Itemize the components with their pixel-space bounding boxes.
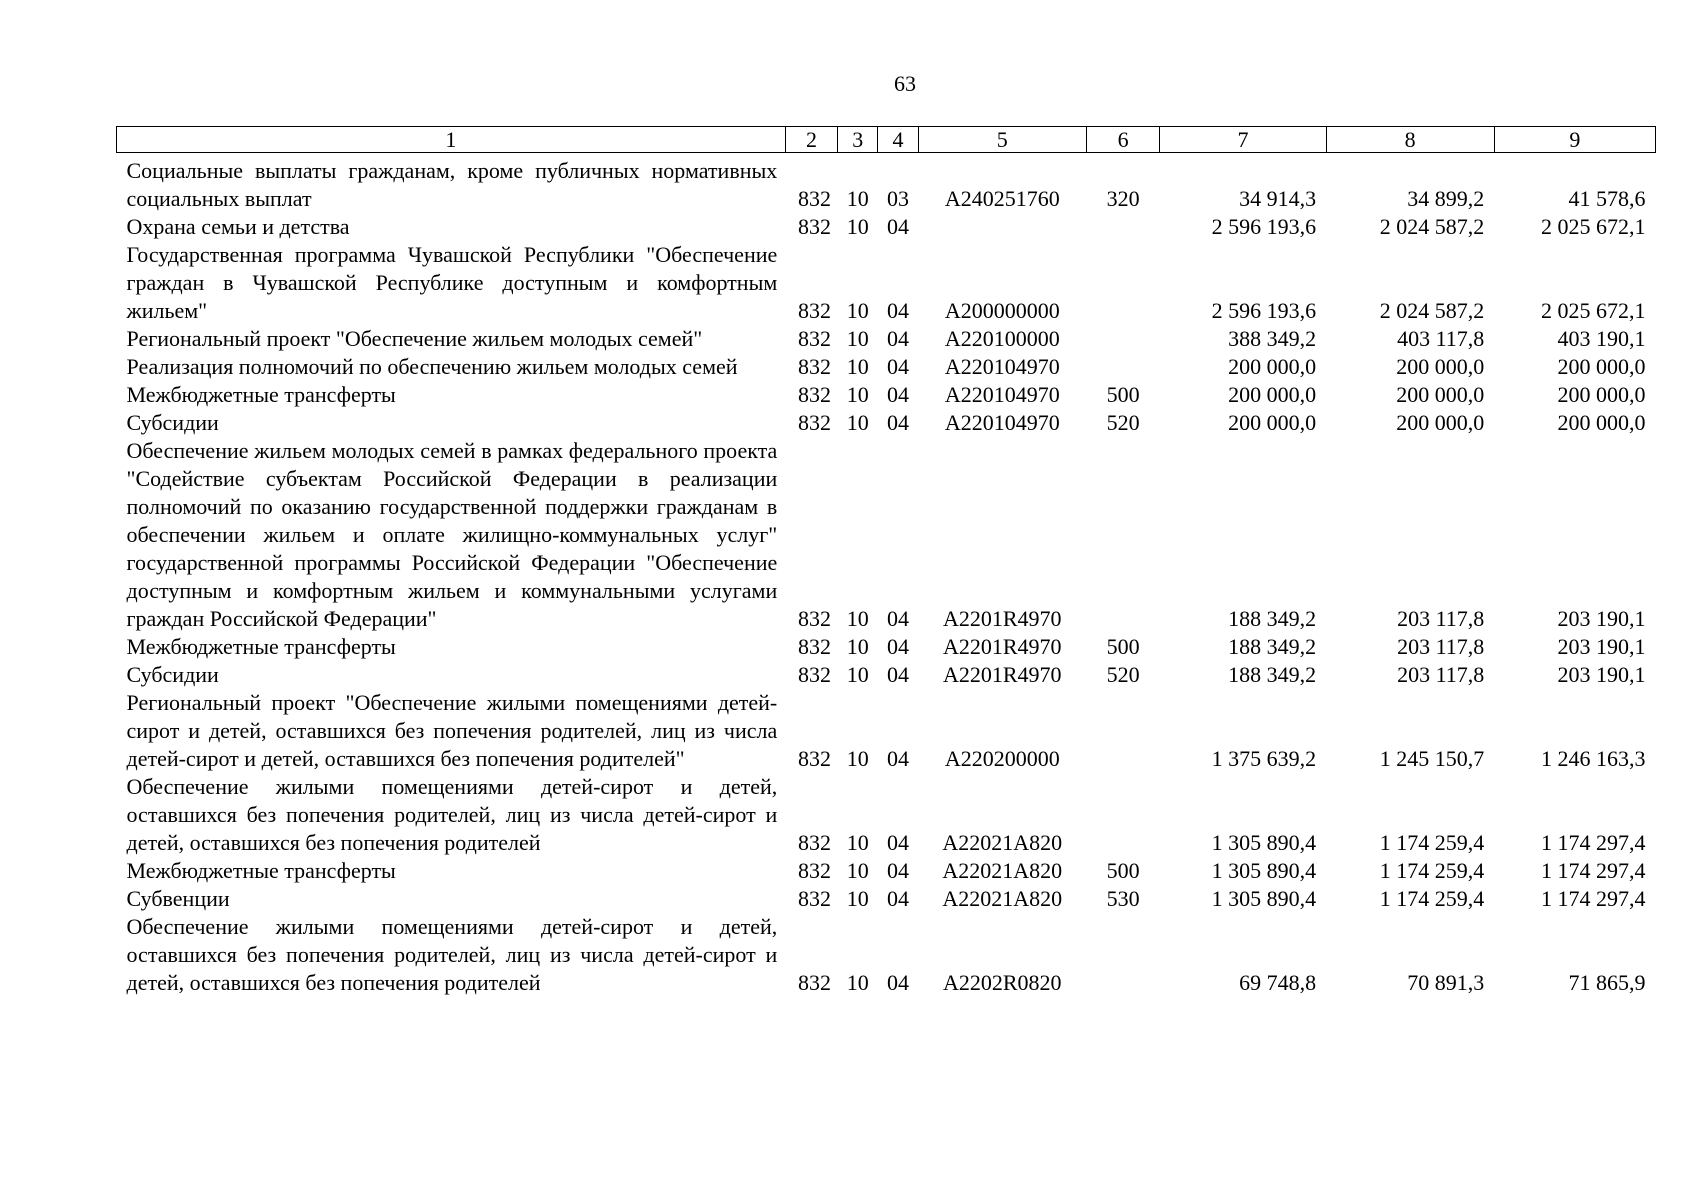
subsection-code: 04: [887, 605, 910, 631]
target-article-code: А2201R4970: [943, 633, 1062, 659]
ministry-code: 832: [797, 829, 831, 855]
ministry-code: 832: [797, 969, 831, 995]
ministry-code: 832: [797, 605, 831, 631]
target-article-code: А240251760: [944, 185, 1060, 211]
row-description: Субсидии: [126, 661, 219, 687]
target-article-code: А220104970: [944, 353, 1060, 379]
subsection-code: 04: [887, 353, 910, 379]
expense-type-code: [1086, 689, 1160, 773]
table-body: [117, 153, 1656, 997]
expense-type-code: [1086, 325, 1160, 353]
row-description: Социальные выплаты гражданам, кроме публичных нормативных социальных выплат: [126, 157, 778, 211]
header-row: [117, 127, 1656, 153]
expense-type-code: [1086, 213, 1160, 241]
column-header-7: 7: [1160, 127, 1326, 153]
table-row: [117, 409, 1656, 437]
amount-col-8: 1 174 259,4: [1379, 857, 1485, 883]
expense-type-code: 520: [1106, 661, 1140, 687]
amount-col-9: 403 190,1: [1557, 325, 1646, 351]
section-code: 10: [846, 409, 869, 435]
subsection-code: 04: [887, 381, 910, 407]
row-description: Обеспечение жильем молодых семей в рамках федерального проекта "Содействие субъектам Российской Федерации в реализации полномочий по оказанию государственной поддержки гражданам в обеспечении жильем и оплате жилищно-коммунальных услуг" государственной программы Российской Федерации "Обеспечение доступным и комфортным жильем и коммунальными услугами граждан Российской Федерации": [126, 437, 778, 631]
row-description: Государственная программа Чувашской Республики "Обеспечение граждан в Чувашской Республике доступным и комфортным жильем": [126, 241, 778, 323]
amount-col-9: 203 190,1: [1557, 605, 1646, 631]
column-header-1: 1: [117, 127, 786, 153]
ministry-code: 832: [797, 885, 831, 911]
expense-type-code: [1086, 773, 1160, 857]
expense-type-code: 500: [1106, 381, 1140, 407]
column-header-8: 8: [1326, 127, 1494, 153]
section-code: 10: [846, 353, 869, 379]
row-description: Охрана семьи и детства: [126, 213, 350, 239]
amount-col-9: 200 000,0: [1557, 381, 1646, 407]
section-code: 10: [846, 745, 869, 771]
amount-col-9: 1 246 163,3: [1541, 745, 1646, 771]
expense-type-code: [1086, 913, 1160, 997]
expense-type-code: 530: [1106, 885, 1140, 911]
expense-type-code: 500: [1106, 633, 1140, 659]
target-article-code: А22021А820: [942, 829, 1063, 855]
table-row: [117, 437, 1656, 633]
table-row: [117, 633, 1656, 661]
section-code: 10: [846, 381, 869, 407]
expense-type-code: 520: [1106, 409, 1140, 435]
amount-col-8: 2 024 587,2: [1379, 213, 1485, 239]
table-row: [117, 381, 1656, 409]
row-description: Региональный проект "Обеспечение жильем молодых семей": [126, 325, 703, 351]
table-row: [117, 885, 1656, 913]
expense-type-code: 500: [1106, 857, 1140, 883]
table-row: [117, 241, 1656, 325]
ministry-code: 832: [797, 325, 831, 351]
amount-col-7: 188 349,2: [1228, 633, 1317, 659]
amount-col-9: 41 578,6: [1568, 185, 1646, 211]
row-description: Региональный проект "Обеспечение жилыми помещениями детей-сирот и детей, оставшихся без попечения родителей, лиц из числа детей-сирот и детей, оставшихся без попечения родителей": [126, 689, 778, 771]
subsection-code: 04: [887, 661, 910, 687]
amount-col-7: 1 375 639,2: [1211, 745, 1317, 771]
amount-col-7: 1 305 890,4: [1211, 857, 1317, 883]
amount-col-7: 188 349,2: [1228, 605, 1317, 631]
amount-col-9: 203 190,1: [1557, 633, 1646, 659]
amount-col-9: 1 174 297,4: [1541, 857, 1646, 883]
column-header-5: 5: [918, 127, 1086, 153]
row-description: Межбюджетные трансферты: [126, 857, 396, 883]
amount-col-7: 1 305 890,4: [1211, 885, 1317, 911]
amount-col-8: 200 000,0: [1396, 353, 1485, 379]
amount-col-7: 200 000,0: [1228, 353, 1317, 379]
ministry-code: 832: [797, 381, 831, 407]
table-row: [117, 353, 1656, 381]
subsection-code: 04: [887, 969, 910, 995]
section-code: 10: [846, 969, 869, 995]
page-number: 63: [894, 71, 916, 96]
expense-type-code: [1086, 437, 1160, 633]
ministry-code: 832: [797, 409, 831, 435]
amount-col-7: 1 305 890,4: [1211, 829, 1317, 855]
subsection-code: 04: [887, 885, 910, 911]
subsection-code: 04: [887, 857, 910, 883]
ministry-code: 832: [797, 857, 831, 883]
row-description: Субвенции: [126, 885, 230, 911]
amount-col-8: 403 117,8: [1397, 325, 1485, 351]
target-article-code: А220200000: [944, 745, 1060, 771]
section-code: 10: [846, 829, 869, 855]
table-row: [117, 661, 1656, 689]
subsection-code: 03: [887, 185, 910, 211]
subsection-code: 04: [887, 633, 910, 659]
amount-col-9: 200 000,0: [1557, 409, 1646, 435]
section-code: 10: [846, 325, 869, 351]
ministry-code: 832: [797, 633, 831, 659]
ministry-code: 832: [797, 353, 831, 379]
amount-col-8: 200 000,0: [1396, 409, 1485, 435]
budget-table: [116, 126, 1656, 997]
table-row: [117, 773, 1656, 857]
row-description: Межбюджетные трансферты: [126, 633, 396, 659]
table-row: [117, 325, 1656, 353]
row-description: Межбюджетные трансферты: [126, 381, 396, 407]
target-article-code: А220104970: [944, 409, 1060, 435]
ministry-code: 832: [797, 185, 831, 211]
amount-col-7: 200 000,0: [1228, 409, 1317, 435]
table-row: [117, 689, 1656, 773]
row-description: Обеспечение жилыми помещениями детей-сирот и детей, оставшихся без попечения родителей, лиц из числа детей-сирот и детей, оставшихся без попечения родителей: [126, 913, 778, 995]
target-article-code: А200000000: [944, 297, 1060, 323]
section-code: 10: [846, 857, 869, 883]
amount-col-7: 69 748,8: [1239, 969, 1317, 995]
amount-col-8: 203 117,8: [1397, 661, 1485, 687]
row-description: Обеспечение жилыми помещениями детей-сирот и детей, оставшихся без попечения родителей, лиц из числа детей-сирот и детей, оставшихся без попечения родителей: [126, 773, 778, 855]
section-code: 10: [846, 297, 869, 323]
target-article-code: А2202R0820: [943, 969, 1062, 995]
amount-col-9: 1 174 297,4: [1541, 829, 1646, 855]
table-row: [117, 153, 1656, 213]
amount-col-9: 2 025 672,1: [1541, 213, 1646, 239]
amount-col-9: 71 865,9: [1568, 969, 1646, 995]
column-header-6: 6: [1086, 127, 1160, 153]
amount-col-7: 34 914,3: [1239, 185, 1317, 211]
amount-col-9: 1 174 297,4: [1541, 885, 1646, 911]
amount-col-7: 200 000,0: [1228, 381, 1317, 407]
table-row: [117, 213, 1656, 241]
target-article-code: А220100000: [944, 325, 1060, 351]
column-header-3: 3: [838, 127, 878, 153]
amount-col-9: 200 000,0: [1557, 353, 1646, 379]
column-header-2: 2: [785, 127, 837, 153]
ministry-code: 832: [797, 213, 831, 239]
amount-col-8: 203 117,8: [1397, 633, 1485, 659]
amount-col-7: 2 596 193,6: [1211, 297, 1317, 323]
amount-col-8: 2 024 587,2: [1379, 297, 1485, 323]
table-row: [117, 913, 1656, 997]
amount-col-7: 2 596 193,6: [1211, 213, 1317, 239]
target-article-code: [918, 213, 1086, 241]
column-header-9: 9: [1494, 127, 1655, 153]
target-article-code: А2201R4970: [943, 661, 1062, 687]
amount-col-7: 388 349,2: [1228, 325, 1317, 351]
amount-col-8: 1 174 259,4: [1379, 829, 1485, 855]
table-row: [117, 857, 1656, 885]
target-article-code: А22021А820: [942, 857, 1063, 883]
subsection-code: 04: [887, 325, 910, 351]
ministry-code: 832: [797, 297, 831, 323]
amount-col-7: 188 349,2: [1228, 661, 1317, 687]
target-article-code: А22021А820: [942, 885, 1063, 911]
amount-col-8: 1 245 150,7: [1379, 745, 1485, 771]
amount-col-8: 203 117,8: [1397, 605, 1485, 631]
table-header: [117, 127, 1656, 153]
target-article-code: А2201R4970: [943, 605, 1062, 631]
target-article-code: А220104970: [944, 381, 1060, 407]
section-code: 10: [846, 661, 869, 687]
ministry-code: 832: [797, 745, 831, 771]
subsection-code: 04: [887, 829, 910, 855]
expense-type-code: 320: [1106, 185, 1140, 211]
subsection-code: 04: [887, 409, 910, 435]
amount-col-8: 1 174 259,4: [1379, 885, 1485, 911]
ministry-code: 832: [797, 661, 831, 687]
section-code: 10: [846, 185, 869, 211]
subsection-code: 04: [887, 213, 910, 239]
subsection-code: 04: [887, 745, 910, 771]
row-description: Реализация полномочий по обеспечению жильем молодых семей: [126, 353, 738, 379]
column-header-4: 4: [878, 127, 918, 153]
section-code: 10: [846, 633, 869, 659]
amount-col-9: 203 190,1: [1557, 661, 1646, 687]
row-description: Субсидии: [126, 409, 219, 435]
subsection-code: 04: [887, 297, 910, 323]
section-code: 10: [846, 605, 869, 631]
amount-col-8: 200 000,0: [1396, 381, 1485, 407]
amount-col-9: 2 025 672,1: [1541, 297, 1646, 323]
expense-type-code: [1086, 353, 1160, 381]
amount-col-8: 34 899,2: [1407, 185, 1485, 211]
section-code: 10: [846, 213, 869, 239]
expense-type-code: [1086, 241, 1160, 325]
section-code: 10: [846, 885, 869, 911]
amount-col-8: 70 891,3: [1407, 969, 1485, 995]
